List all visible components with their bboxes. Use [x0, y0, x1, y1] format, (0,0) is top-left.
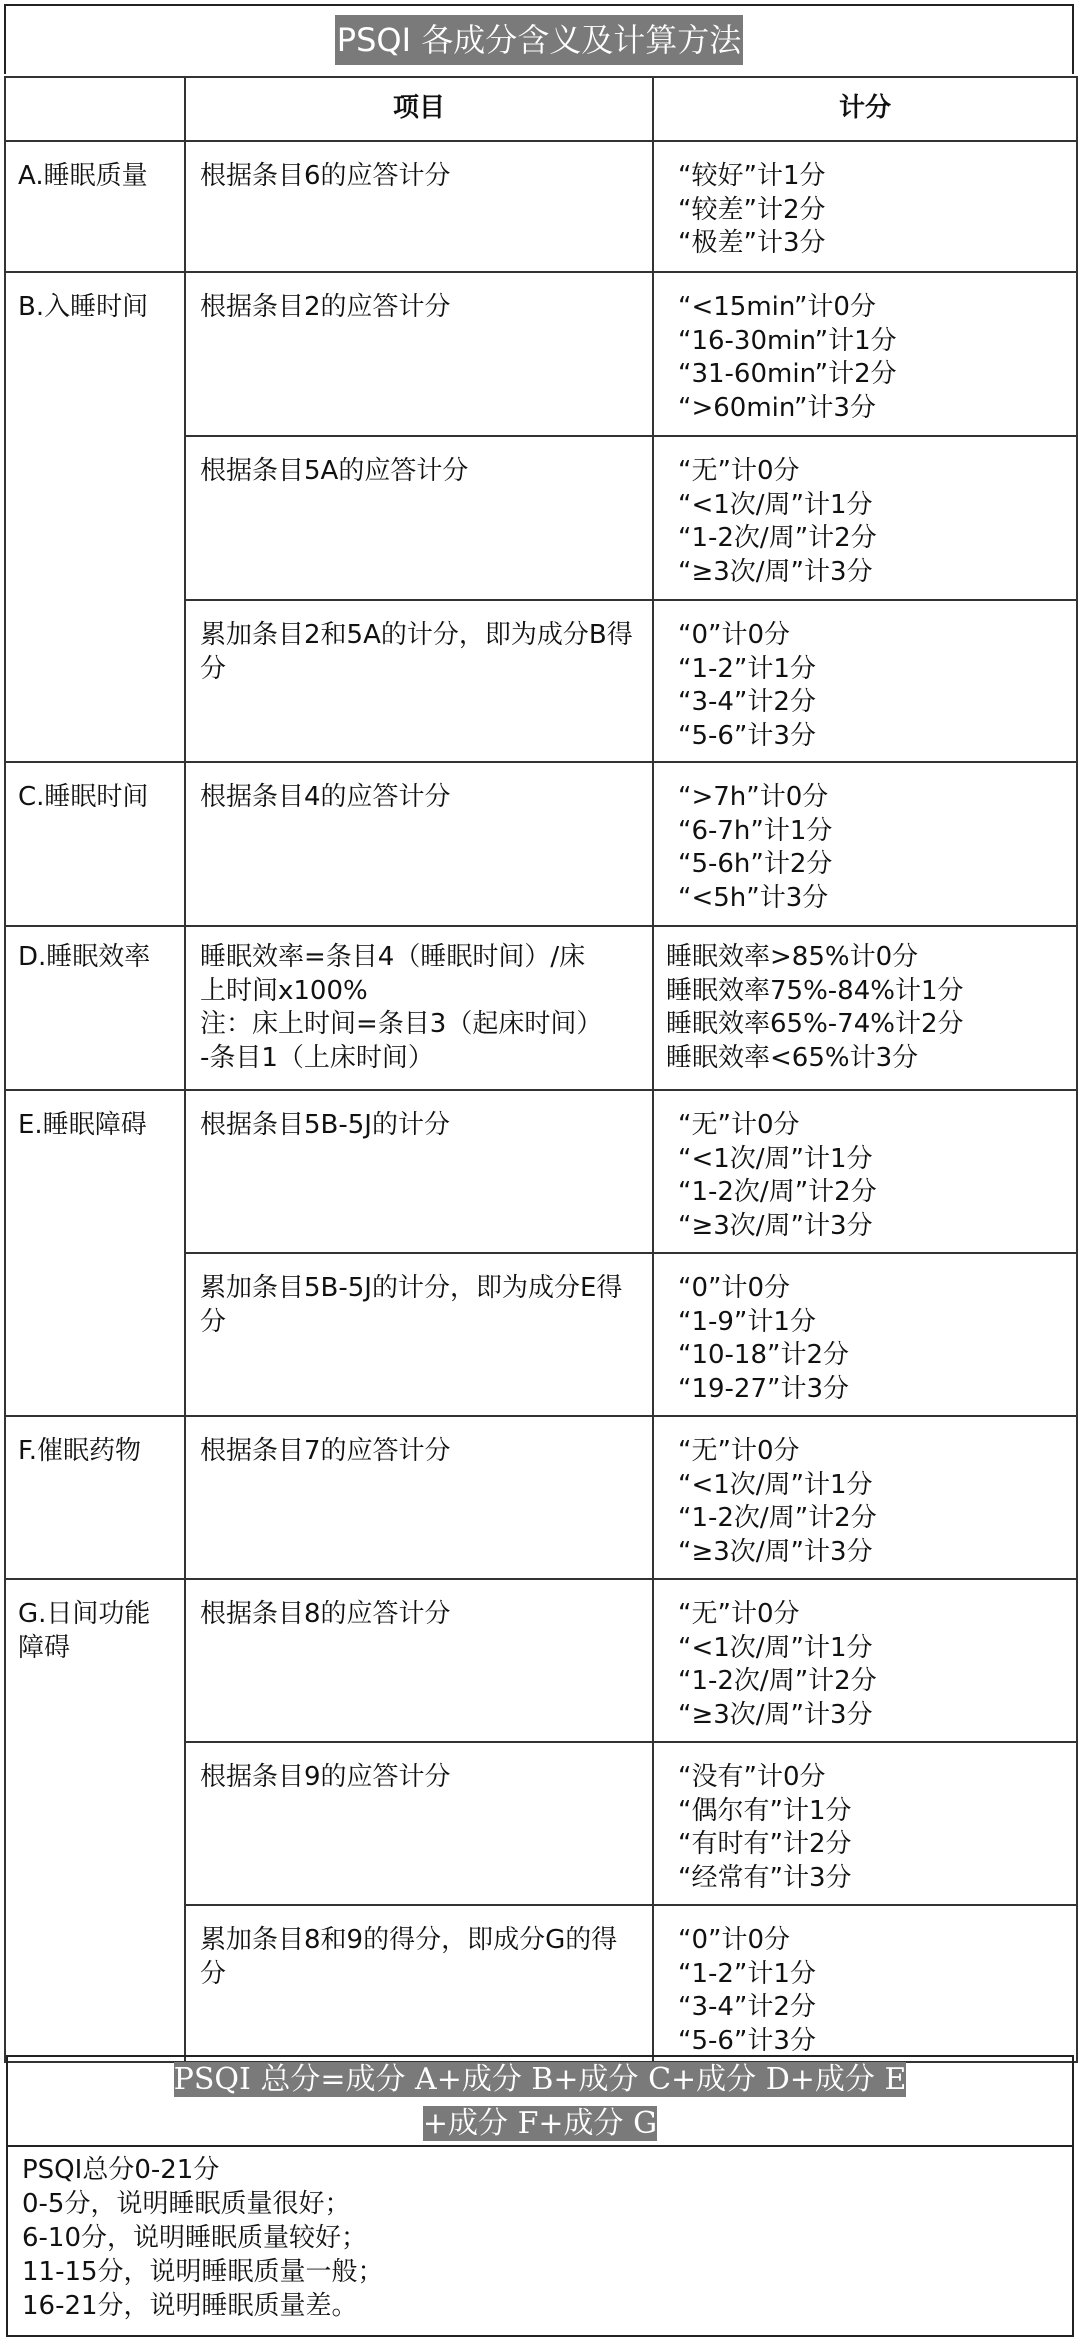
score-line: “10-18”计2分 — [678, 1340, 850, 1370]
score-list — [653, 141, 1077, 272]
item-line: 睡眠效率=条目4（睡眠时间）/床 — [200, 942, 586, 972]
score-line: “1-2次/周”计2分 — [678, 1503, 877, 1533]
header-item: 项目 — [185, 77, 653, 141]
item-description: 根据条目8的应答计分 — [185, 1579, 653, 1742]
table-row — [5, 1090, 1077, 1253]
score-list — [653, 1090, 1077, 1253]
item-description: 累加条目2和5A的计分，即为成分B得分 — [185, 600, 653, 762]
score-line: “≥3次/周”计3分 — [678, 1536, 873, 1567]
total-formula-box — [6, 2055, 1074, 2147]
header-score: 计分 — [653, 77, 1077, 141]
score-line: “<1次/周”计1分 — [678, 1469, 873, 1500]
component-label: D.睡眠效率 — [5, 926, 185, 1090]
component-label: B.入睡时间 — [5, 272, 185, 762]
interpretation-line: 11-15分，说明睡眠质量一般； — [22, 2257, 384, 2287]
score-list — [653, 1742, 1077, 1905]
component-label: E.睡眠障碍 — [5, 1090, 185, 1416]
item-description: 累加条目8和9的得分，即成分G的得分 — [185, 1905, 653, 2062]
interpretation-line: PSQI总分0-21分 — [22, 2155, 220, 2185]
score-line: “<1次/周”计1分 — [678, 1632, 873, 1663]
score-list — [653, 1905, 1077, 2062]
score-line: “较好”计1分 — [678, 161, 826, 191]
item-description: 根据条目5B-5J的计分 — [185, 1090, 653, 1253]
total-formula-line-1: PSQI 总分=成分 A+成分 B+成分 C+成分 D+成分 E — [173, 2062, 907, 2097]
score-list — [653, 1253, 1077, 1416]
score-line: “0”计0分 — [678, 620, 791, 650]
score-line: “1-2次/周”计2分 — [678, 1177, 877, 1207]
score-line: “≥3次/周”计3分 — [678, 1210, 873, 1241]
score-line: “<15min”计0分 — [678, 292, 876, 322]
score-line: “19-27”计3分 — [678, 1373, 850, 1404]
score-list — [653, 600, 1077, 762]
item-line: 上时间x100% — [200, 975, 368, 1006]
score-line: “5-6”计3分 — [678, 720, 816, 751]
score-list — [653, 926, 1077, 1090]
score-line: “1-2次/周”计2分 — [678, 523, 877, 553]
table-row — [5, 1416, 1077, 1579]
score-list — [653, 436, 1077, 600]
score-line: “1-2”计1分 — [678, 1958, 816, 1989]
score-line: “1-2”计1分 — [678, 653, 816, 684]
table-row — [5, 762, 1077, 926]
score-list — [653, 762, 1077, 926]
score-line: “>60min”计3分 — [678, 392, 876, 423]
item-description: 根据条目4的应答计分 — [185, 762, 653, 926]
item-line: -条目1（上床时间） — [200, 1042, 434, 1073]
score-line: “6-7h”计1分 — [678, 815, 833, 846]
score-line: 睡眠效率<65%计3分 — [666, 1042, 919, 1073]
score-line: “较差”计2分 — [678, 194, 826, 225]
score-line: 睡眠效率65%-74%计2分 — [666, 1009, 964, 1039]
psqi-table — [4, 76, 1078, 2063]
item-description: 根据条目9的应答计分 — [185, 1742, 653, 1905]
item-description — [185, 926, 653, 1090]
item-line: 注：床上时间=条目3（起床时间） — [200, 1009, 603, 1039]
item-description: 根据条目2的应答计分 — [185, 272, 653, 436]
score-line: “没有”计0分 — [678, 1762, 826, 1792]
component-label: A.睡眠质量 — [5, 141, 185, 272]
score-line: “无”计0分 — [678, 1436, 800, 1466]
score-line: “极差”计3分 — [678, 228, 826, 258]
score-line: “偶尔有”计1分 — [678, 1795, 852, 1826]
table-row — [5, 141, 1077, 272]
score-line: “1-2次/周”计2分 — [678, 1666, 877, 1696]
item-description: 根据条目5A的应答计分 — [185, 436, 653, 600]
component-label: C.睡眠时间 — [5, 762, 185, 926]
score-line: “无”计0分 — [678, 456, 800, 486]
score-line: “31-60min”计2分 — [678, 359, 897, 389]
score-line: “≥3次/周”计3分 — [678, 1699, 873, 1730]
score-line: “≥3次/周”计3分 — [678, 556, 873, 587]
score-line: “<1次/周”计1分 — [678, 1143, 873, 1174]
score-line: 睡眠效率>85%计0分 — [666, 942, 919, 972]
score-list — [653, 1579, 1077, 1742]
interpretation-line: 0-5分，说明睡眠质量很好； — [22, 2189, 351, 2219]
score-line: “5-6h”计2分 — [678, 849, 833, 879]
title-bar — [4, 4, 1074, 74]
total-formula-line-2: +成分 F+成分 G — [422, 2106, 658, 2141]
score-line: “3-4”计2分 — [678, 1992, 816, 2022]
score-line: “16-30min”计1分 — [678, 325, 897, 356]
score-line: 睡眠效率75%-84%计1分 — [666, 975, 964, 1006]
item-description: 根据条目7的应答计分 — [185, 1416, 653, 1579]
score-list — [653, 1416, 1077, 1579]
item-description: 根据条目6的应答计分 — [185, 141, 653, 272]
interpretation-box — [6, 2147, 1074, 2337]
score-line: “有时有”计2分 — [678, 1829, 852, 1859]
score-line: “经常有”计3分 — [678, 1862, 852, 1893]
item-description: 累加条目5B-5J的计分，即为成分E得分 — [185, 1253, 653, 1416]
score-line: “>7h”计0分 — [678, 782, 829, 812]
score-line: “无”计0分 — [678, 1599, 800, 1629]
header-component — [5, 77, 185, 141]
component-label: F.催眠药物 — [5, 1416, 185, 1579]
component-label: G.日间功能障碍 — [5, 1579, 185, 2062]
table-row — [5, 926, 1077, 1090]
table-header-row — [5, 77, 1077, 141]
interpretation-line: 6-10分，说明睡眠质量较好； — [22, 2223, 368, 2253]
score-line: “<5h”计3分 — [678, 882, 829, 913]
score-line: “1-9”计1分 — [678, 1306, 816, 1337]
score-line: “0”计0分 — [678, 1273, 791, 1303]
interpretation-line: 16-21分，说明睡眠质量差。 — [22, 2291, 358, 2321]
table-row — [5, 272, 1077, 436]
score-line: “无”计0分 — [678, 1110, 800, 1140]
score-list — [653, 272, 1077, 436]
score-line: “0”计0分 — [678, 1925, 791, 1955]
score-line: “5-6”计3分 — [678, 2025, 816, 2056]
table-row — [5, 1579, 1077, 1742]
page-title: PSQI 各成分含义及计算方法 — [335, 15, 743, 65]
score-line: “3-4”计2分 — [678, 687, 816, 717]
score-line: “<1次/周”计1分 — [678, 489, 873, 520]
